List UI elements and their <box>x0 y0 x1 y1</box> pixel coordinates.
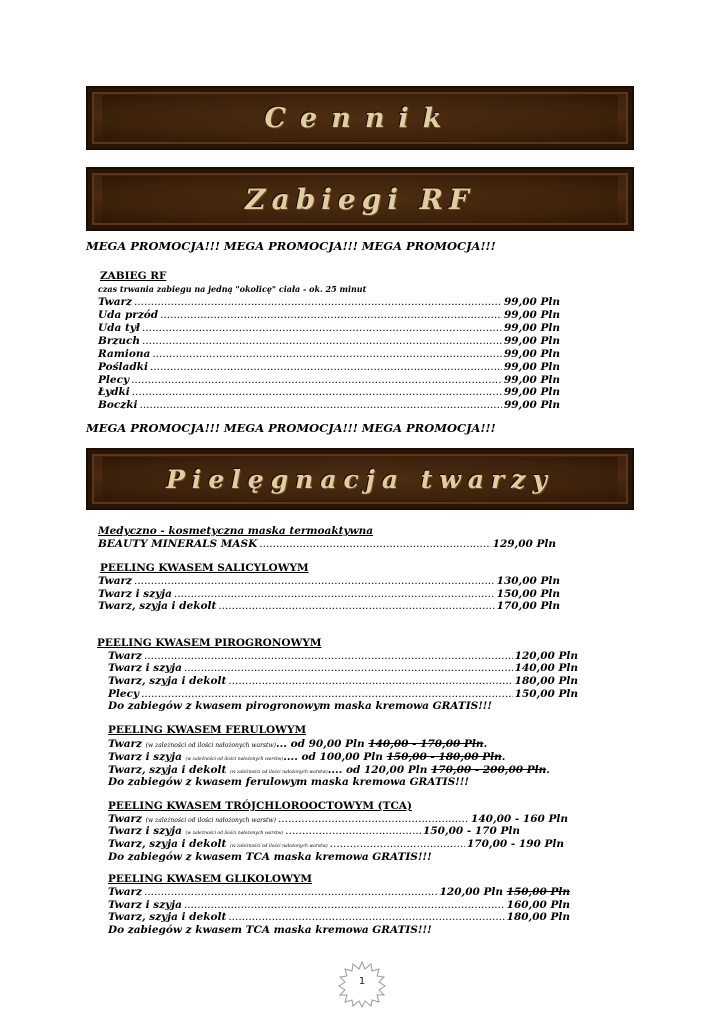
price-row: Uda przód ..... 99,00 Pln <box>98 309 560 321</box>
rf-heading: ZABIEG RF <box>100 270 167 282</box>
rf-duration-note: czas trwania zabiegu na jedną "okolicę" ciała - ok. 25 minut <box>98 284 367 294</box>
glycolic-gift-note: Do zabiegów z kwasem TCA maska kremowa GRATIS!!! <box>108 924 432 936</box>
price-row: Twarz (w zależności od ilości nałożonych warstw) ..... 140,00 - 160 Pln <box>108 813 568 825</box>
price-row: Twarz ..... 99,00 Pln <box>98 296 560 308</box>
price-row: Twarz, szyja i dekolt ..... 180,00 Pln <box>108 911 570 923</box>
price-row: Pośladki ..... 99,00 Pln <box>98 361 560 373</box>
banner-cennik-title: Cennik <box>264 102 456 134</box>
banner-pielegnacja-twarzy <box>86 448 634 510</box>
price-row: Twarz i szyja (w zależności od ilości nałożonych warstw).... od 100,00 Pln 150,00 - 180,00 Pln. <box>108 751 506 763</box>
price-row: Plecy ..... 150,00 Pln <box>108 688 578 700</box>
price-row: Twarz ..... 130,00 Pln <box>98 575 560 587</box>
price-row: Plecy ..... 99,00 Pln <box>98 374 560 386</box>
price-row: Twarz (w zależności od ilości nałożonych warstw)... od 90,00 Pln 140,00 - 170,00 Pln. <box>108 738 488 750</box>
price-row: Brzuch ..... 99,00 Pln <box>98 335 560 347</box>
banner-pielegnacja-title: Pielęgnacja twarzy <box>166 464 554 494</box>
price-row: Twarz i szyja ..... 140,00 Pln <box>108 662 578 674</box>
ferulic-heading: PEELING KWASEM FERULOWYM <box>108 724 307 736</box>
banner-zabiegi-rf <box>86 167 634 231</box>
ferulic-gift-note: Do zabiegów z kwasem ferulowym maska kremowa GRATIS!!! <box>108 776 469 788</box>
salicylic-heading: PEELING KWASEM SALICYLOWYM <box>100 562 309 574</box>
page-number-badge <box>336 960 388 1008</box>
mask-heading: Medyczno - kosmetyczna maska termoaktywna <box>98 525 374 537</box>
promo-line: MEGA PROMOCJA!!! MEGA PROMOCJA!!! MEGA PROMOCJA!!! <box>86 421 496 435</box>
page-number: 1 <box>358 976 366 987</box>
price-row: Twarz, szyja i dekolt (w zależności od ilości nałożonych warstw).... od 120,00 Pln 170,00 - 200,00 Pln. <box>108 764 550 776</box>
banner-cennik <box>86 86 634 150</box>
promo-line: MEGA PROMOCJA!!! MEGA PROMOCJA!!! MEGA PROMOCJA!!! <box>86 239 496 253</box>
price-row: Boczki ..... 99,00 Pln <box>98 399 560 411</box>
price-row: Twarz i szyja ..... 160,00 Pln <box>108 899 570 911</box>
price-row: Twarz ..... 120,00 Pln <box>108 650 578 662</box>
price-row: Ramiona ..... 99,00 Pln <box>98 348 560 360</box>
price-row: Twarz ..... 120,00 Pln 150,00 Pln <box>108 886 570 898</box>
tca-gift-note: Do zabiegów z kwasem TCA maska kremowa GRATIS!!! <box>108 851 432 863</box>
banner-zabiegi-rf-title: Zabiegi RF <box>245 182 475 216</box>
price-row: Łydki ..... 99,00 Pln <box>98 386 560 398</box>
price-row: Twarz, szyja i dekolt ..... 180,00 Pln <box>108 675 578 687</box>
price-row: Twarz i szyja (w zależności od ilości nałożonych warstw) ..... 150,00 - 170 Pln <box>108 825 520 837</box>
pyruvic-gift-note: Do zabiegów z kwasem pirogronowym maska kremowa GRATIS!!! <box>108 700 493 712</box>
glycolic-heading: PEELING KWASEM GLIKOLOWYM <box>108 873 312 885</box>
price-row: BEAUTY MINERALS MASK ..... 129,00 Pln <box>98 538 556 550</box>
price-row: Twarz, szyja i dekolt (w zależności od ilości nałożonych warstw) ..... 170,00 - 190 Pln <box>108 838 564 850</box>
price-row: Uda tył ..... 99,00 Pln <box>98 322 560 334</box>
price-row: Twarz, szyja i dekolt ..... 170,00 Pln <box>98 600 560 612</box>
pyruvic-heading: PEELING KWASEM PIROGRONOWYM <box>97 637 322 649</box>
price-row: Twarz i szyja ..... 150,00 Pln <box>98 588 560 600</box>
tca-heading: PEELING KWASEM TRÓJCHLOROOCTOWYM (TCA) <box>108 800 412 812</box>
